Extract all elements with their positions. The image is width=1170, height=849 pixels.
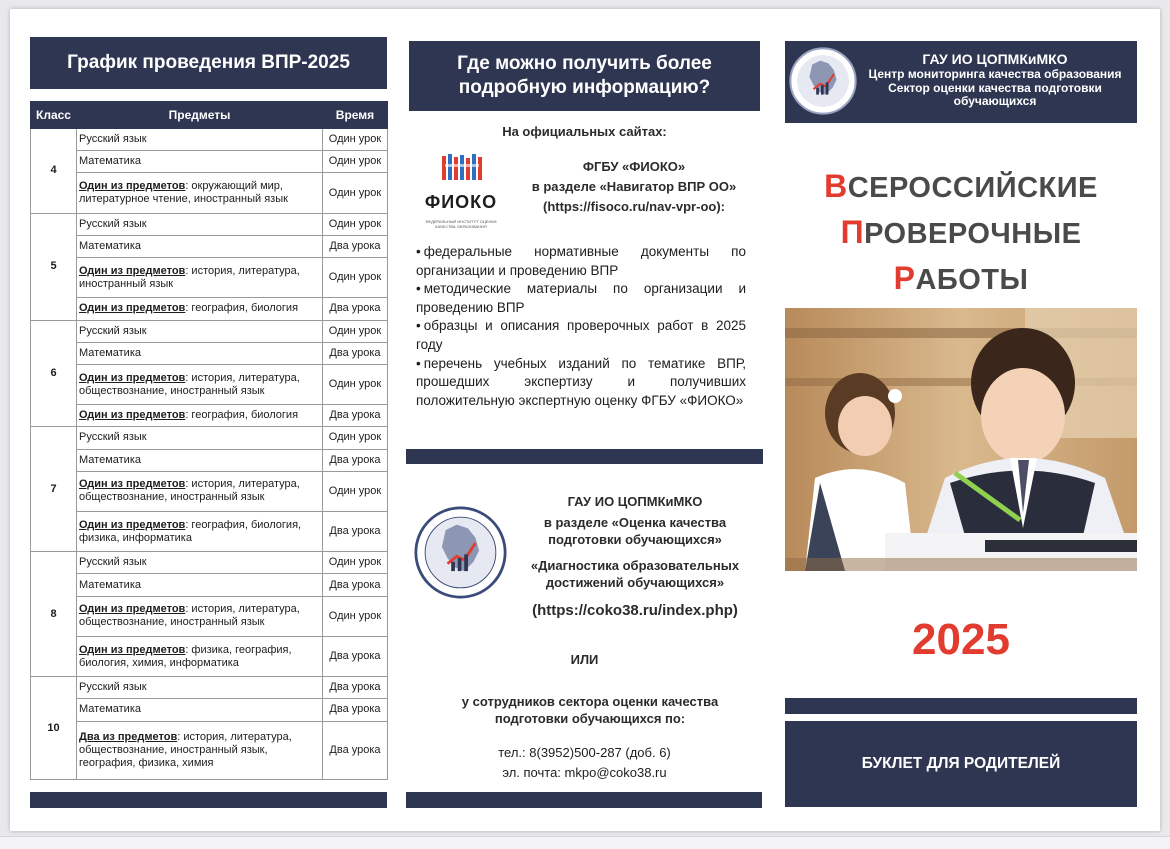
time-cell: Один урок (323, 129, 388, 151)
subject-text: Математика (79, 155, 141, 168)
fioko-link[interactable]: (https://fisoco.ru/nav-vpr-oo): (543, 199, 725, 214)
cover-org-center: Центр мониторинга качества образования (868, 67, 1122, 81)
subject-cell (77, 342, 323, 364)
table-row (31, 699, 388, 721)
subject-choice-label: Один из предметов (79, 478, 186, 491)
grade-cell: 4 (31, 129, 77, 214)
time-cell: Один урок (323, 213, 388, 235)
subject-text: : история, литература, обществознание, иностранный язык, география, физика, химия (79, 730, 292, 769)
subject-choice-label: Один из предметов (79, 603, 186, 616)
time-cell: Два урока (323, 574, 388, 596)
staff-contact-label: у сотрудников сектора оценки качества подготовки обучающихся по: (461, 694, 719, 726)
subject-cell (77, 677, 323, 699)
subject-cell (77, 129, 323, 151)
subject-cell (77, 173, 323, 213)
subject-text: Математика (79, 703, 141, 716)
table-row (31, 235, 388, 257)
time-cell: Один урок (323, 173, 388, 213)
subject-text: Русский язык (79, 217, 147, 230)
table-row (31, 129, 388, 151)
subject-text: Математика (79, 453, 141, 466)
subject-cell (77, 721, 323, 779)
column-header-time: Время (323, 102, 388, 129)
list-item: • перечень учебных изданий по тематике ВПР, прошедших экспертизу и получивших положительную экспертную оценку ФГБУ «ФИОКО» (416, 355, 746, 411)
table-row (31, 298, 388, 320)
column-header-subjects: Предметы (77, 102, 323, 129)
table-row (31, 677, 388, 699)
students-photo (785, 308, 1137, 571)
subject-cell (77, 151, 323, 173)
schedule-header-row (31, 102, 388, 129)
coko-section: в разделе «Оценка качества подготовки обучающихся» (543, 515, 727, 547)
subject-text: Русский язык (79, 133, 147, 146)
cover-org-block (857, 51, 1133, 109)
time-cell: Два урока (323, 405, 388, 427)
subject-text: Математика (79, 578, 141, 591)
divider-bar (406, 449, 763, 464)
subject-choice-label: Один из предметов (79, 264, 186, 277)
cover-divider-bar (785, 698, 1137, 714)
subject-cell (77, 235, 323, 257)
coko-seal-logo-small (789, 47, 857, 115)
subject-choice-label: Один из предметов (79, 409, 186, 422)
schedule-table (30, 101, 388, 780)
table-row (31, 405, 388, 427)
time-cell: Один урок (323, 320, 388, 342)
fioko-logo-subtitle: ФЕДЕРАЛЬНЫЙ ИНСТИТУТ ОЦЕНКИ КАЧЕСТВА ОБРАЗОВАНИЯ (425, 219, 497, 229)
info-footer-bar (406, 792, 762, 808)
schedule-title: График проведения ВПР-2025 (30, 37, 387, 89)
grade-cell: 8 (31, 552, 77, 677)
grade-cell: 10 (31, 677, 77, 780)
time-cell: Один урок (323, 471, 388, 511)
subject-cell (77, 298, 323, 320)
coko-link[interactable]: (https://coko38.ru/index.php) (532, 602, 738, 619)
time-cell: Один урок (323, 364, 388, 404)
or-separator: ИЛИ (570, 652, 599, 667)
table-row (31, 364, 388, 404)
subject-text: : история, литература, обществознание, иностранный язык (79, 371, 300, 397)
subject-choice-label: Один из предметов (79, 371, 186, 384)
table-row (31, 596, 388, 636)
time-cell: Два урока (323, 512, 388, 552)
table-row (31, 258, 388, 298)
subject-text: : история, литература, обществознание, иностранный язык (79, 603, 300, 629)
list-item: • федеральные нормативные документы по организации и проведению ВПР (416, 243, 746, 280)
cover-org-sector: Сектор оценки качества подготовки обучающихся (888, 80, 1102, 108)
table-row (31, 342, 388, 364)
subject-choice-label: Один из предметов (79, 302, 186, 315)
table-row (31, 151, 388, 173)
subject-choice-label: Один из предметов (79, 180, 186, 193)
subject-choice-label: Один из предметов (79, 518, 186, 531)
table-row (31, 636, 388, 676)
table-row (31, 320, 388, 342)
time-cell: Два урока (323, 636, 388, 676)
time-cell: Один урок (323, 427, 388, 449)
subject-text: : география, биология (185, 409, 299, 422)
time-cell: Два урока (323, 449, 388, 471)
booklet-label: БУКЛЕТ ДЛЯ РОДИТЕЛЕЙ (785, 721, 1137, 807)
table-row (31, 574, 388, 596)
time-cell: Один урок (323, 258, 388, 298)
subject-text: : история, литература, обществознание, иностранный язык (79, 478, 300, 504)
info-title: Где можно получить более подробную информацию? (409, 41, 760, 111)
table-row (31, 449, 388, 471)
subject-cell (77, 258, 323, 298)
table-row (31, 427, 388, 449)
grade-cell: 5 (31, 213, 77, 320)
materials-list (416, 243, 746, 410)
schedule-footer-bar (30, 792, 387, 808)
subject-text: : география, биология (185, 302, 299, 315)
subject-text: Русский язык (79, 324, 147, 337)
subject-text: Математика (79, 346, 141, 359)
table-row (31, 213, 388, 235)
subject-text: Русский язык (79, 431, 147, 444)
subject-text: Русский язык (79, 556, 147, 569)
email-address[interactable]: эл. почта: mkpo@coko38.ru (502, 765, 667, 780)
phone-number: тел.: 8(3952)500-287 (доб. 6) (498, 745, 671, 760)
subject-cell (77, 596, 323, 636)
table-row (31, 512, 388, 552)
cover-title-line-3: РАБОТЫ (893, 260, 1029, 296)
subject-cell (77, 636, 323, 676)
subject-text: Русский язык (79, 681, 147, 694)
time-cell: Два урока (323, 721, 388, 779)
time-cell: Два урока (323, 235, 388, 257)
official-sites-label: На официальных сайтах: (502, 124, 667, 139)
time-cell: Два урока (323, 342, 388, 364)
list-item: • образцы и описания проверочных работ в 2025 году (416, 317, 746, 354)
time-cell: Два урока (323, 677, 388, 699)
cover-header (785, 41, 1137, 123)
grade-cell: 6 (31, 320, 77, 427)
table-row (31, 471, 388, 511)
time-cell: Два урока (323, 298, 388, 320)
time-cell: Два урока (323, 699, 388, 721)
subject-cell (77, 552, 323, 574)
subject-text: : физика, география, биология, химия, информатика (79, 643, 292, 669)
subject-cell (77, 471, 323, 511)
coko-seal-logo (414, 506, 507, 599)
fioko-section: в разделе «Навигатор ВПР ОО» (531, 179, 737, 194)
time-cell: Один урок (323, 151, 388, 173)
subject-cell (77, 213, 323, 235)
subject-text: : география, биология, физика, информатика (79, 518, 302, 544)
subject-text: Математика (79, 239, 141, 252)
coko-subsection: «Диагностика образовательных достижений обучающихся» (530, 558, 740, 590)
table-row (31, 173, 388, 213)
page-bottom-edge (0, 836, 1170, 849)
cover-org-name: ГАУ ИО ЦОПМКиМКО (922, 51, 1068, 67)
cover-title-line-2: ПРОВЕРОЧНЫЕ (840, 214, 1082, 250)
column-header-grade: Класс (31, 102, 77, 129)
subject-cell (77, 364, 323, 404)
subject-cell (77, 449, 323, 471)
subject-cell (77, 574, 323, 596)
coko-org: ГАУ ИО ЦОПМКиМКО (567, 494, 703, 509)
subject-text: : история, литература, иностранный язык (79, 264, 300, 290)
time-cell: Один урок (323, 596, 388, 636)
subject-cell (77, 427, 323, 449)
cover-title-line-1: ВСЕРОССИЙСКИЕ (824, 168, 1098, 204)
subject-cell (77, 405, 323, 427)
subject-cell (77, 512, 323, 552)
cover-title (785, 164, 1137, 302)
subject-cell (77, 699, 323, 721)
cover-year: 2025 (912, 615, 1010, 664)
subject-choice-label: Один из предметов (79, 643, 186, 656)
fioko-org: ФГБУ «ФИОКО» (582, 159, 686, 174)
time-cell: Один урок (323, 552, 388, 574)
subject-cell (77, 320, 323, 342)
subject-text: : окружающий мир, литературное чтение, иностранный язык (79, 180, 288, 206)
fioko-logo-word: ФИОКО (424, 192, 498, 212)
table-row (31, 721, 388, 779)
subject-choice-label: Два из предметов (79, 730, 178, 743)
list-item: • методические материалы по организации и проведению ВПР (416, 280, 746, 317)
grade-cell: 7 (31, 427, 77, 552)
table-row (31, 552, 388, 574)
